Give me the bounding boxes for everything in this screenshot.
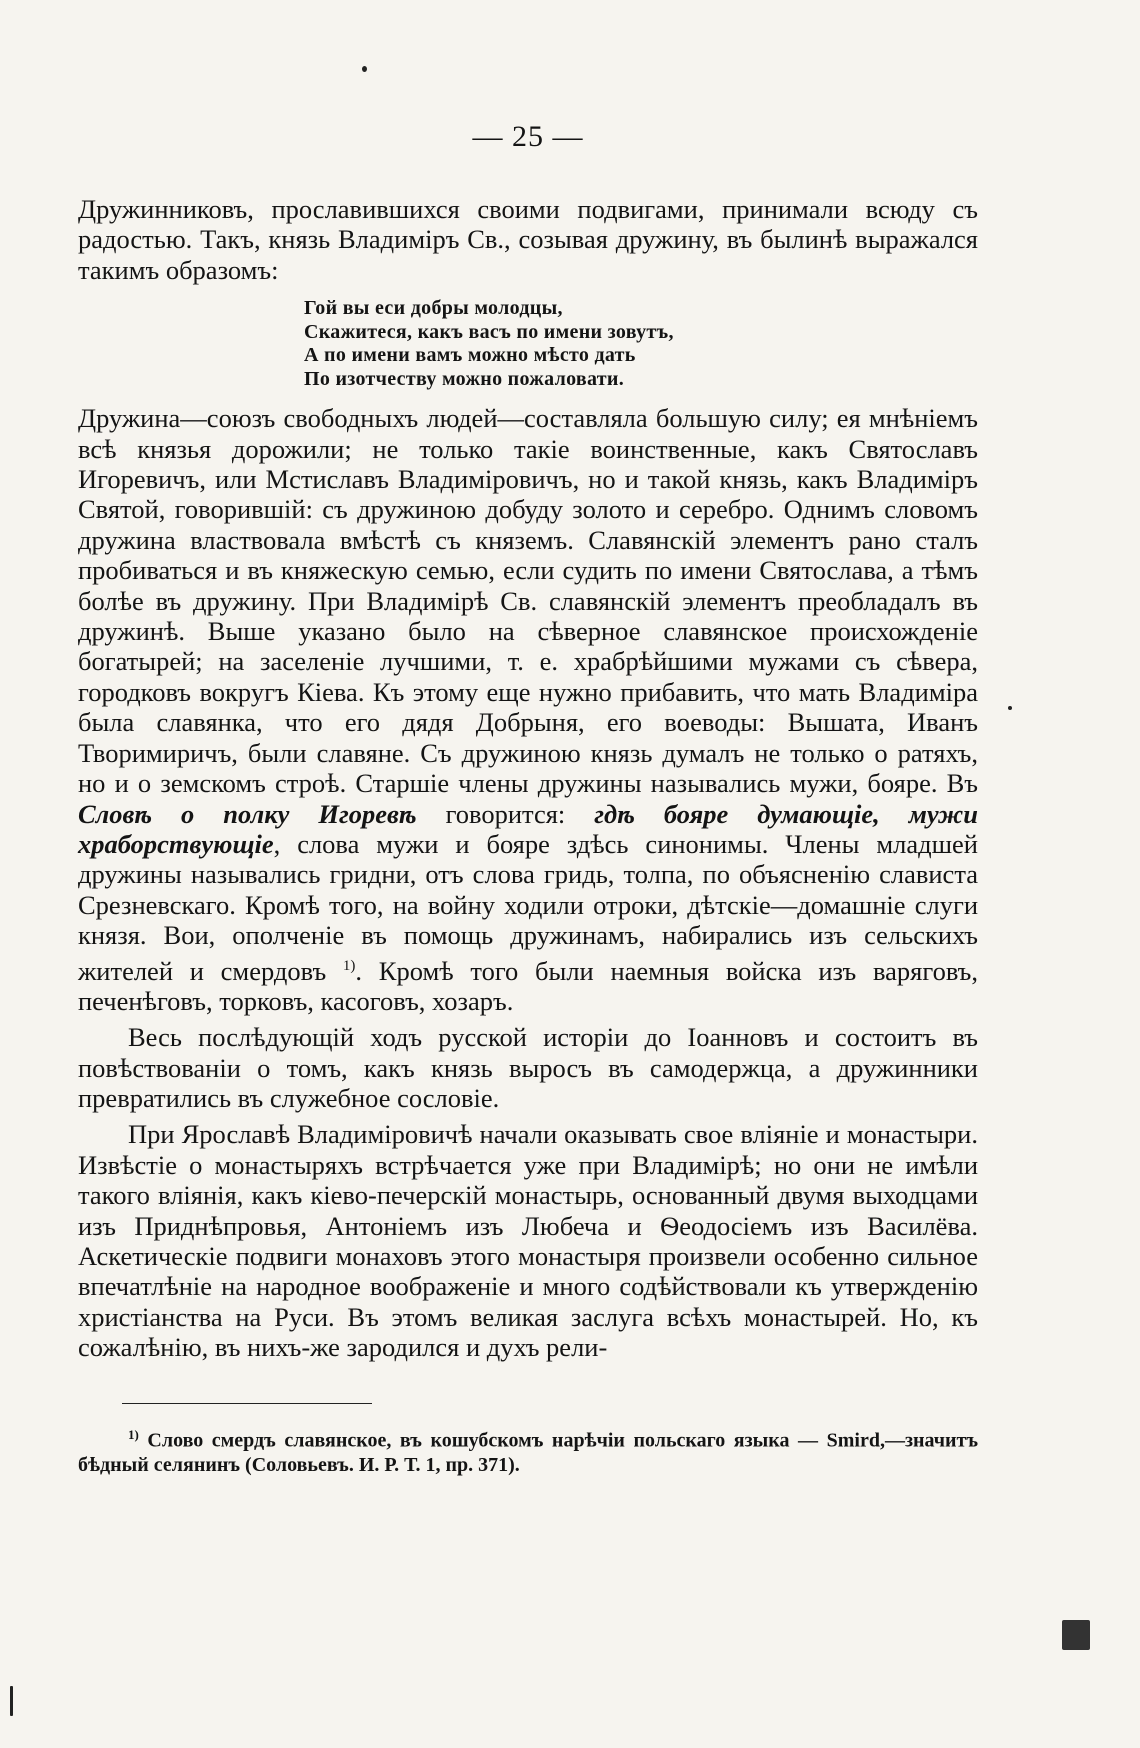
ink-speck: [10, 1686, 13, 1716]
ink-speck: [362, 66, 367, 72]
verse-block: [304, 297, 978, 391]
quotation-boyars: гдѣ бояре думающіе, мужи храборствующіе: [78, 798, 978, 859]
verse-line: Гой вы еси добры молодцы,: [304, 297, 563, 320]
paragraph-2-part-b: говорится:: [416, 798, 595, 829]
page-content: [78, 120, 978, 1478]
ink-speck: [1008, 706, 1012, 710]
verse-line: По изотчеству можно пожаловати.: [304, 367, 625, 390]
paragraph-2-part-d: . Кромѣ того были наемныя войска изъ варяговъ, печенѣговъ, торковъ, касоговъ, хозаръ.: [78, 955, 979, 1016]
paragraph-4: При Ярославѣ Владиміровичѣ начали оказывать свое вліяніе и монастыри. Извѣстіе о монастыряхъ встрѣчается уже при Владимірѣ; но они не имѣли такого вліянія, какъ кіево-печерскій монастырь, основанный двумя выходцами изъ Приднѣпровья, Антоніемъ изъ Любеча и Ѳеодосіемъ изъ Василёва. Аскетическіе подвиги монаховъ этого монастыря произвели особенно сильное впечатлѣніе на народное воображеніе и много содѣйствовали къ утвержденію христіанства на Руси. Въ этомъ великая заслуга всѣхъ монастырей. Но, къ сожалѣнію, въ нихъ-же зародился и духъ рели-: [78, 1119, 978, 1363]
footnote: [78, 1422, 978, 1479]
paragraph-2-part-c: , слова мужи и бояре здѣсь синонимы. Члены младшей дружины назывались гридни, отъ слова гридь, толпа, по объясненію слависта Срезневскаго. Кромѣ того, на войну ходили отроки, дѣтскіе—домашніе слуги князя. Вои, ополченіе въ помощь дружинамъ, набирались изъ сельскихъ жителей и смердовъ: [78, 828, 978, 986]
footnote-mark: 1): [128, 1426, 139, 1442]
footnote-text: Слово смердъ славянское, въ кошубскомъ нарѣчіи польскаго языка — Smird,—значитъ бѣдный селянинъ (Соловьевъ. И. Р. Т. 1, пр. 371).: [78, 1429, 978, 1477]
work-title-slovo: Словѣ о полку Игоревѣ: [78, 798, 417, 829]
paragraph-2: [78, 403, 978, 1016]
footnote-reference[interactable]: 1): [342, 957, 356, 974]
paragraph-2-part-a: Дружина—союзъ свободныхъ людей—составляла большую силу; ея мнѣніемъ всѣ князья дорожили; не только такіе воинственные, какъ Святославъ Игоревичъ, или Мстиславъ Владиміровичъ, но и такой князь, какъ Владиміръ Святой, говорившій: съ дружиною добуду золото и серебро. Однимъ словомъ дружина властвовала вмѣстѣ съ княземъ. Славянскій элементъ рано сталъ пробиваться и въ княжескую семью, если судить по имени Святослава, а тѣмъ болѣе въ дружину. При Владимірѣ Св. славянскій элементъ преобладалъ въ дружинѣ. Выше указано было на сѣверное славянское происхожденіе богатырей; на заселеніе лучшими, т. е. храбрѣйшими мужами съ сѣвера, городковъ вокругъ Кіева. Къ этому еще нужно прибавить, что мать Владиміра была славянка, что его дядя Добрыня, его воеводы: Вышата, Иванъ Творимиричъ, были славяне. Съ дружиною князь думалъ не только о ратяхъ, но и о земскомъ строѣ. Старшіе члены дружины назывались мужи, бояре. Въ: [78, 403, 978, 799]
ink-speck: [1062, 1620, 1090, 1650]
paragraph-3: Весь послѣдующій ходъ русской исторіи до Іоанновъ и состоитъ въ повѣствованіи о томъ, какъ князь выросъ въ самодержца, а дружинники превратились въ служебное сословіе.: [78, 1022, 978, 1113]
paragraph-1: Дружинниковъ, прославившихся своими подвигами, принимали всюду съ радостью. Такъ, князь Владиміръ Св., созывая дружину, въ былинѣ выражался такимъ образомъ:: [78, 194, 978, 285]
verse-line: Скажитеся, какъ васъ по имени зовутъ,: [304, 320, 674, 343]
page-number: — 25 —: [472, 120, 584, 153]
verse-line: А по имени вамъ можно мѣсто дать: [304, 344, 636, 367]
footnote-divider: [122, 1403, 372, 1404]
